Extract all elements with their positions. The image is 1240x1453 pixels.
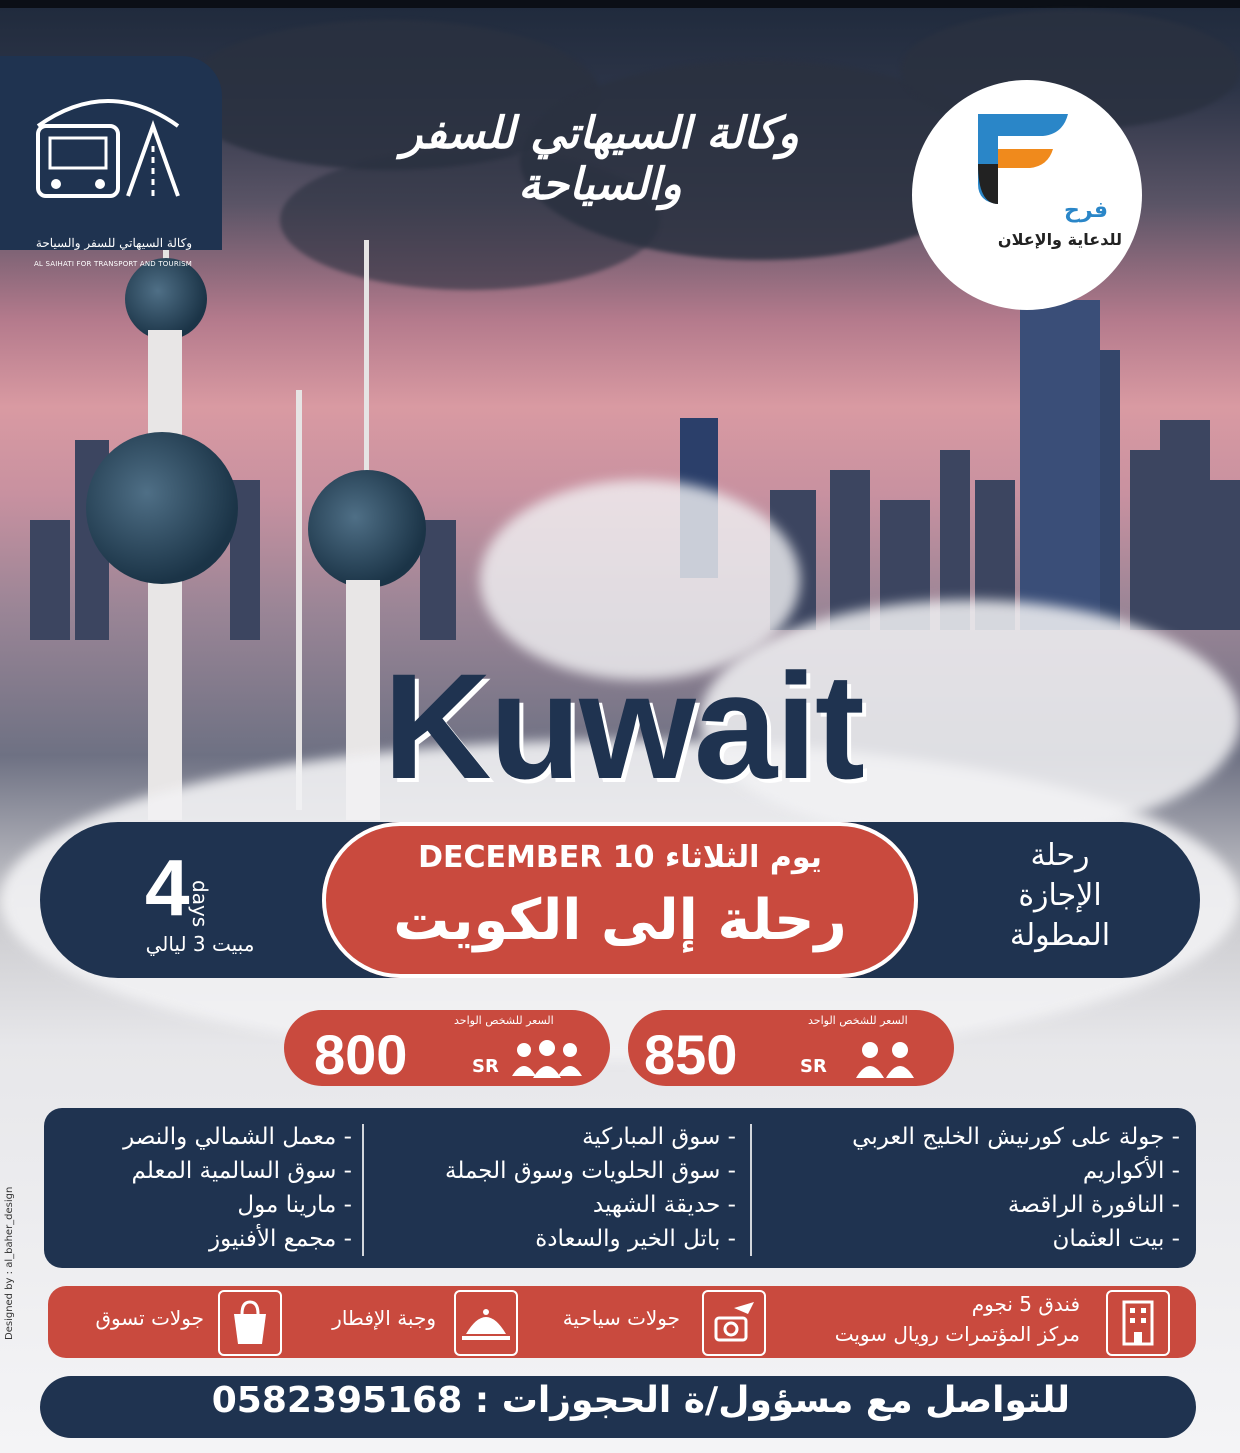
itinerary-column-2 <box>370 1120 736 1256</box>
two-people-icon <box>854 1040 918 1080</box>
price-currency: SR <box>472 1056 499 1077</box>
itinerary-item: - سوق المباركية <box>370 1120 736 1154</box>
price-amount: 850 <box>644 1023 738 1086</box>
tour-camera-icon <box>702 1290 766 1356</box>
holiday-line: المطولة <box>1009 918 1111 953</box>
itinerary-item: - سوق الحلويات وسوق الجملة <box>370 1154 736 1188</box>
days-label: days <box>188 880 212 928</box>
designer-name: فرح <box>1064 198 1108 223</box>
feature-tours: جولات سياحية <box>562 1306 680 1330</box>
designer-logo <box>912 80 1142 310</box>
trip-title: رحلة إلى الكويت <box>393 888 847 953</box>
itinerary-column-3 <box>60 1120 352 1256</box>
itinerary-item: - سوق السالمية المعلم <box>60 1154 352 1188</box>
feature-breakfast: وجبة الإفطار <box>332 1306 436 1330</box>
feature-shopping: جولات تسوق <box>95 1306 204 1330</box>
agency-title: وكالة السيهاتي للسفر والسياحة <box>401 108 799 210</box>
holiday-label <box>950 836 1170 956</box>
designer-subtitle: للدعاية والإعلان <box>997 230 1122 249</box>
itinerary-item: - معمل الشمالي والنصر <box>60 1120 352 1154</box>
feature-hotel-subtitle: مركز المؤتمرات رويال سويت <box>834 1322 1080 1346</box>
agency-logo <box>0 56 222 268</box>
price-label: السعر للشخص الواحد <box>808 1014 908 1027</box>
itinerary-item: - باتل الخير والسعادة <box>370 1222 736 1256</box>
itinerary-item: - مجمع الأفنيوز <box>60 1222 352 1256</box>
top-bar <box>0 0 1240 8</box>
headline: Kuwait <box>383 642 863 810</box>
holiday-line: رحلة <box>1030 838 1090 873</box>
shopping-bag-icon <box>218 1290 282 1356</box>
contact-text: للتواصل مع مسؤول/ة الحجوزات : 0582395168 <box>211 1380 1070 1421</box>
price-badge-group <box>284 1010 610 1086</box>
itinerary-column-1 <box>740 1120 1180 1256</box>
itinerary-item: - بيت العثمان <box>740 1222 1180 1256</box>
logo-arabic-text: وكالة السيهاتي للسفر والسياحة <box>35 236 193 250</box>
itinerary-item: - الأكواريم <box>740 1154 1180 1188</box>
group-people-icon <box>510 1040 584 1080</box>
price-badge-pair <box>628 1010 954 1086</box>
column-divider <box>750 1124 752 1256</box>
food-cloche-icon <box>454 1290 518 1356</box>
price-currency: SR <box>800 1056 827 1077</box>
column-divider <box>362 1124 364 1256</box>
feature-hotel-title: فندق 5 نجوم <box>971 1292 1080 1316</box>
price-amount: 800 <box>314 1023 408 1086</box>
itinerary-item: - جولة على كورنيش الخليج العربي <box>740 1120 1180 1154</box>
holiday-line: الإجازة <box>1018 878 1102 913</box>
itinerary-item: - النافورة الراقصة <box>740 1188 1180 1222</box>
trip-date: يوم الثلاثاء 10 DECEMBER <box>418 840 822 875</box>
designer-credit: Designed by : al_baher_design <box>4 1186 15 1340</box>
days-number: 4 <box>145 843 190 932</box>
nights-text: مبيت 3 ليالي <box>145 932 255 956</box>
logo-english-text: AL SAIHATI FOR TRANSPORT AND TOURISM <box>33 260 193 268</box>
hotel-icon <box>1106 1290 1170 1356</box>
itinerary-item: - حديقة الشهيد <box>370 1188 736 1222</box>
bus-icon <box>28 86 188 226</box>
price-label: السعر للشخص الواحد <box>454 1014 554 1027</box>
itinerary-item: - مارينا مول <box>60 1188 352 1222</box>
